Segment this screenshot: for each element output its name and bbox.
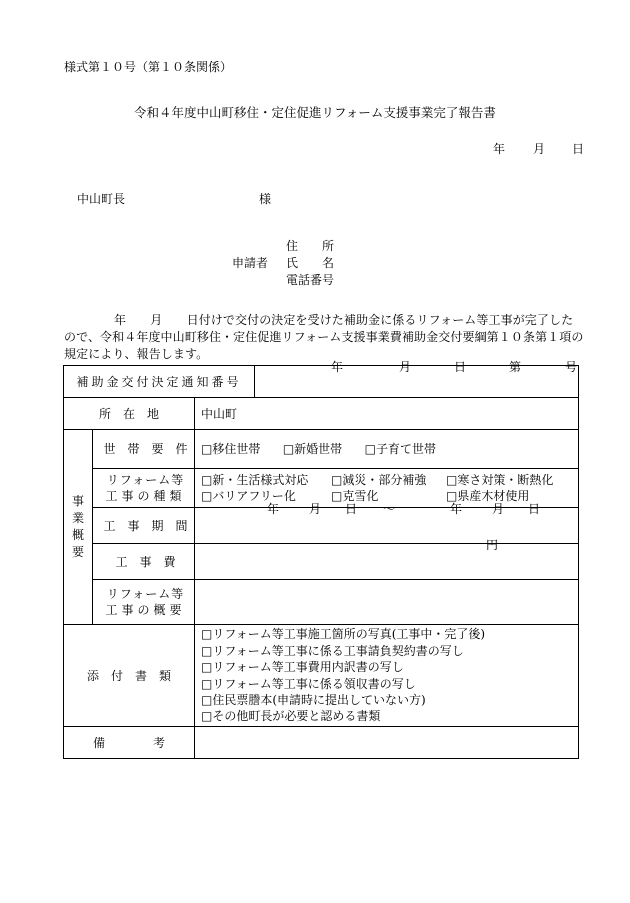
kind-option-barrier-free[interactable]: □バリアフリー化 — [201, 489, 296, 503]
period-day2: 日 — [528, 502, 541, 516]
period-month1: 月 — [309, 502, 322, 516]
household-option-shinkon[interactable]: □新婚世帯 — [282, 442, 343, 456]
notice-year: 年 — [331, 360, 344, 374]
household-option-iju[interactable]: □移住世帯 — [201, 442, 261, 456]
date-day-label: 日 — [572, 142, 585, 156]
attachment-item[interactable]: □リフォーム等工事費用内訳書の写し — [201, 660, 404, 675]
attachments-label: 添 付 書 類 — [64, 625, 195, 727]
period-year1: 年 — [267, 502, 280, 516]
attachment-item[interactable]: □リフォーム等工事に係る領収書の写し — [201, 676, 416, 691]
notice-number-label: 補助金交付決定通知番号 — [64, 366, 255, 398]
form-number: 様式第１０号（第１０条関係） — [64, 60, 233, 74]
kind-option-disaster[interactable]: □減災・部分補強 — [331, 473, 427, 487]
report-table — [63, 360, 579, 759]
location-value[interactable]: 中山町 — [195, 398, 579, 430]
kind-option-local-wood[interactable]: □県産木材使用 — [446, 489, 530, 503]
notice-number-row — [64, 366, 579, 398]
work-outline-label: リフォーム等 工事の概要 — [93, 580, 195, 625]
period-year2: 年 — [450, 502, 463, 516]
cost-unit-yen: 円 — [486, 538, 499, 552]
period-tilde: ～ — [383, 502, 396, 516]
notice-day: 日 — [454, 360, 467, 374]
work-period-row — [64, 508, 579, 544]
report-body-text — [64, 312, 584, 363]
location-row — [64, 398, 579, 430]
household-label: 世 帯 要 件 — [93, 430, 195, 469]
applicant-phone-label: 電話番号 — [286, 273, 335, 287]
work-kind-label: リフォーム等 工事の種類 — [93, 469, 195, 508]
work-period-value[interactable] — [195, 502, 579, 544]
notice-go: 号 — [565, 360, 578, 374]
household-row — [64, 430, 579, 469]
notice-number-value[interactable] — [255, 360, 579, 398]
date-year-label: 年 — [493, 142, 506, 156]
work-outline-row — [64, 580, 579, 625]
attachments-row — [64, 625, 579, 727]
date-month-label: 月 — [533, 142, 546, 156]
remarks-row — [64, 727, 579, 759]
remarks-value[interactable] — [195, 727, 579, 759]
addressee-honorific: 様 — [259, 192, 272, 206]
kind-option-insulation[interactable]: □寒さ対策・断熱化 — [446, 473, 554, 487]
attachment-item[interactable]: □住民票謄本(申請時に提出していない方) — [201, 692, 426, 707]
household-options[interactable] — [195, 430, 579, 469]
document-title: 令和４年度中山町移住・定住促進リフォーム支援事業完了報告書 — [134, 105, 496, 120]
work-outline-value[interactable] — [195, 580, 579, 625]
attachment-item[interactable]: □リフォーム等工事に係る工事請負契約書の写し — [201, 643, 464, 658]
period-month2: 月 — [492, 502, 505, 516]
notice-dai: 第 — [509, 360, 522, 374]
work-cost-row — [64, 544, 579, 580]
attachments-list — [195, 625, 579, 727]
addressee — [77, 190, 272, 207]
attachment-item[interactable]: □その他町長が必要と認める書類 — [201, 709, 381, 724]
jigyo-gaiyo-label: 事業概要 — [64, 430, 93, 625]
household-option-kosodate[interactable]: □子育て世帯 — [364, 442, 436, 456]
applicant-name-label: 氏 名 — [286, 256, 335, 270]
period-day1: 日 — [345, 502, 358, 516]
work-cost-value[interactable] — [195, 538, 579, 580]
attachment-item[interactable]: □リフォーム等工事施工箇所の写真(工事中・完了後) — [201, 627, 486, 642]
kind-option-new-lifestyle[interactable]: □新・生活様式対応 — [201, 473, 309, 487]
location-label: 所 在 地 — [64, 398, 195, 430]
addressee-name: 中山町長 — [77, 192, 126, 206]
work-cost-label: 工 事 費 — [93, 544, 195, 580]
notice-month: 月 — [399, 360, 412, 374]
work-period-label: 工 事 期 間 — [93, 508, 195, 544]
remarks-label: 備 考 — [64, 727, 195, 759]
applicant-address-label: 住 所 — [286, 239, 335, 253]
body-paragraph: 年 月 日付けで交付の決定を受けた補助金に係るリフォーム等工事が完了したので、令和４年度中山町移住・定住促進リフォーム支援事業費補助金交付要綱第１０条第１項の規定により、報告します。 — [64, 313, 584, 361]
applicant-label: 申請者 — [232, 256, 269, 270]
kind-option-snow[interactable]: □克雪化 — [331, 489, 379, 503]
